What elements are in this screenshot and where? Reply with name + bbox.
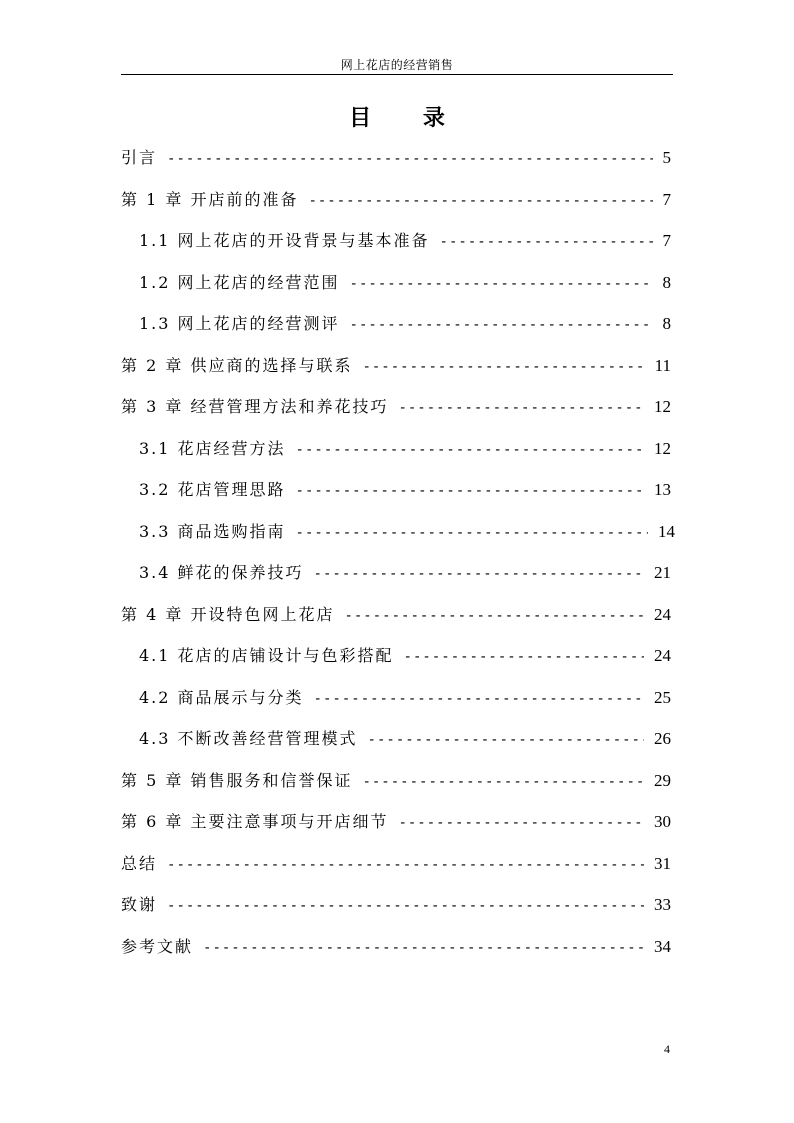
toc-leader-dots [362,359,644,375]
running-header: 网上花店的经营销售 [340,58,454,72]
toc-leader-dots [344,608,644,624]
toc-entry-label: 3.3 商品选购指南 [139,521,286,541]
toc-entry-label: 1.3 网上花店的经营测评 [139,314,340,333]
toc-entry-label: 3.4 鲜花的保养技巧 [139,563,304,582]
toc-entry-page: 34 [654,936,671,956]
toc-entry-page: 11 [654,355,671,375]
toc-entry-label: 第 1 章 开店前的准备 [121,189,299,209]
page-number: 4 [664,1042,670,1056]
toc-title: 目 录 [349,106,467,131]
toc-entry-page: 8 [662,272,671,292]
toc-entry-page: 24 [654,604,671,624]
toc-leader-dots [314,566,644,582]
toc-entry[interactable] [139,311,671,339]
toc-entry-label: 4.3 不断改善经营管理模式 [139,729,358,748]
toc-entry[interactable] [121,394,671,422]
toc-entry[interactable] [121,145,671,173]
toc-leader-dots [203,940,644,956]
toc-entry-label: 4.1 花店的店铺设计与色彩搭配 [139,646,394,665]
toc-entry-page: 21 [654,563,671,582]
toc-entry[interactable] [121,602,671,630]
toc-entry[interactable] [139,270,671,298]
toc-leader-dots [440,234,653,250]
toc-entry[interactable] [139,560,671,588]
toc-entry-page: 24 [654,646,671,665]
toc-entry-page: 7 [662,231,671,250]
toc-entry[interactable] [121,851,671,879]
toc-entry[interactable] [121,809,671,837]
toc-entry-page: 25 [654,687,671,707]
toc-leader-dots [167,151,652,167]
toc-entry-page: 31 [654,853,671,873]
toc-entry-page: 30 [654,812,671,831]
toc-entry[interactable] [121,934,671,962]
toc-entry[interactable] [121,768,671,796]
toc-leader-dots [296,442,644,458]
toc-entry-label: 第 5 章 销售服务和信誉保证 [121,770,353,790]
toc-leader-dots [296,483,644,499]
toc-leader-dots [350,276,653,292]
toc-leader-dots [404,649,644,665]
toc-entry[interactable] [139,685,671,713]
toc-entry[interactable] [121,353,671,381]
toc-entry[interactable] [139,726,671,754]
toc-entry-label: 引言 [121,148,158,167]
toc-leader-dots [167,857,644,873]
toc-entry-label: 第 6 章 主要注意事项与开店细节 [121,812,389,831]
toc-entry-label: 致谢 [121,895,158,914]
toc-leader-dots [314,691,644,707]
toc-entry-page: 13 [654,480,671,499]
toc-entry-label: 4.2 商品展示与分类 [139,687,304,707]
toc-entry-page: 12 [654,397,671,416]
toc-entry[interactable] [139,228,671,256]
toc-leader-dots [398,815,644,831]
toc-entry[interactable] [139,643,671,671]
toc-leader-dots [296,525,648,541]
toc-entry[interactable] [139,477,671,505]
toc-leader-dots [167,898,644,914]
toc-entry-label: 第 3 章 经营管理方法和养花技巧 [121,397,389,416]
toc-leader-dots [350,317,653,333]
toc-entry-label: 3.1 花店经营方法 [139,438,286,458]
toc-entry-page: 5 [662,148,671,167]
toc-leader-dots [362,774,644,790]
header-divider [121,74,673,75]
toc-entry-page: 8 [662,314,671,333]
toc-entry-page: 12 [654,438,671,458]
toc-entry-label: 1.2 网上花店的经营范围 [139,272,340,292]
toc-leader-dots [308,193,652,209]
toc-leader-dots [398,400,644,416]
toc-entry-page: 33 [654,895,671,914]
toc-entry-label: 1.1 网上花店的开设背景与基本准备 [139,231,430,250]
toc-entry[interactable] [121,892,671,920]
toc-entry[interactable] [121,187,671,215]
toc-entry-page: 26 [654,729,671,748]
toc-entry-label: 参考文献 [121,936,194,956]
toc-entry-label: 第 4 章 开设特色网上花店 [121,604,335,624]
toc-entry-label: 3.2 花店管理思路 [139,480,286,499]
toc-entry-page: 7 [662,189,671,209]
toc-entry-label: 总结 [121,853,158,873]
toc-entry-page: 29 [654,770,671,790]
toc-entry[interactable] [139,436,671,464]
toc-leader-dots [368,732,644,748]
toc-entry-page: 14 [658,521,675,541]
toc-entry-label: 第 2 章 供应商的选择与联系 [121,355,353,375]
toc-entry[interactable] [139,519,675,547]
